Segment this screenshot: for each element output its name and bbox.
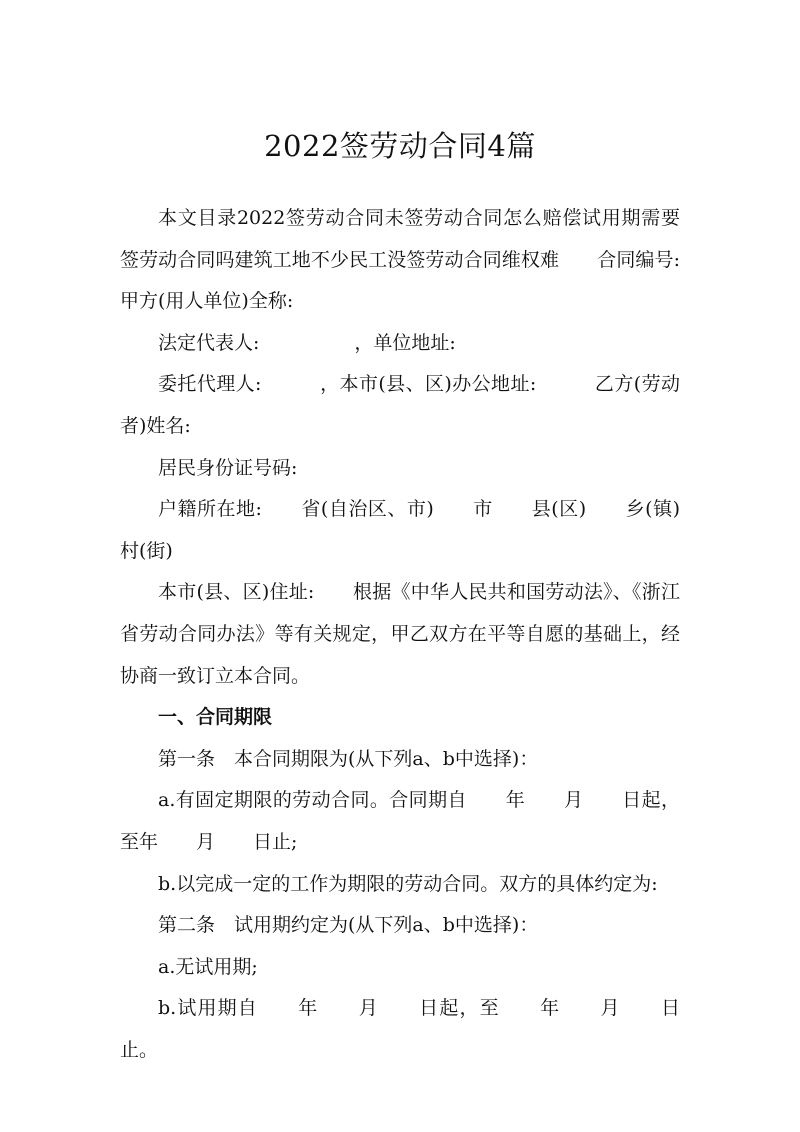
article-two: 第二条 试用期约定为(从下列a、b中选择)： <box>158 914 539 937</box>
article-two-option-a: a.无试用期; <box>158 955 258 978</box>
article-two-option-b: b.试用期自 年 月 日起，至 年 月 日止。 <box>120 997 680 1061</box>
paragraph-intro: 本文目录2022签劳动合同未签劳动合同怎么赔偿试用期需要签劳动合同吗建筑工地不少民工没签劳动合同维权难 合同编号: 甲方(用人单位)全称: <box>120 207 738 313</box>
paragraph-authorized-agent: 委托代理人: ，本市(县、区)办公地址: 乙方(劳动者)姓名: <box>120 373 680 437</box>
paragraph-residence-and-basis: 本市(县、区)住址: 根据《中华人民共和国劳动法》、《浙江省劳动合同办法》等有关规定，甲乙双方在平等自愿的基础上，经协商一致订立本合同。 <box>120 581 680 687</box>
article-one-option-b: b.以完成一定的工作为期限的劳动合同。双方的具体约定为: <box>158 872 658 895</box>
document-body <box>120 198 738 1071</box>
section-heading-contract-term: 一、合同期限 <box>158 706 273 729</box>
article-one: 第一条 本合同期限为(从下列a、b中选择)： <box>158 747 539 770</box>
paragraph-id-number: 居民身份证号码: <box>158 456 298 479</box>
article-one-option-a: a.有固定期限的劳动合同。合同期自 年 月 日起，至年 月 日止; <box>120 789 680 853</box>
document-title: 2022签劳动合同4篇 <box>264 129 536 163</box>
paragraph-legal-representative: 法定代表人: ，单位地址: <box>158 331 456 354</box>
paragraph-household-registration: 户籍所在地: 省(自治区、市) 市 县(区) 乡(镇)村(街) <box>120 498 680 562</box>
